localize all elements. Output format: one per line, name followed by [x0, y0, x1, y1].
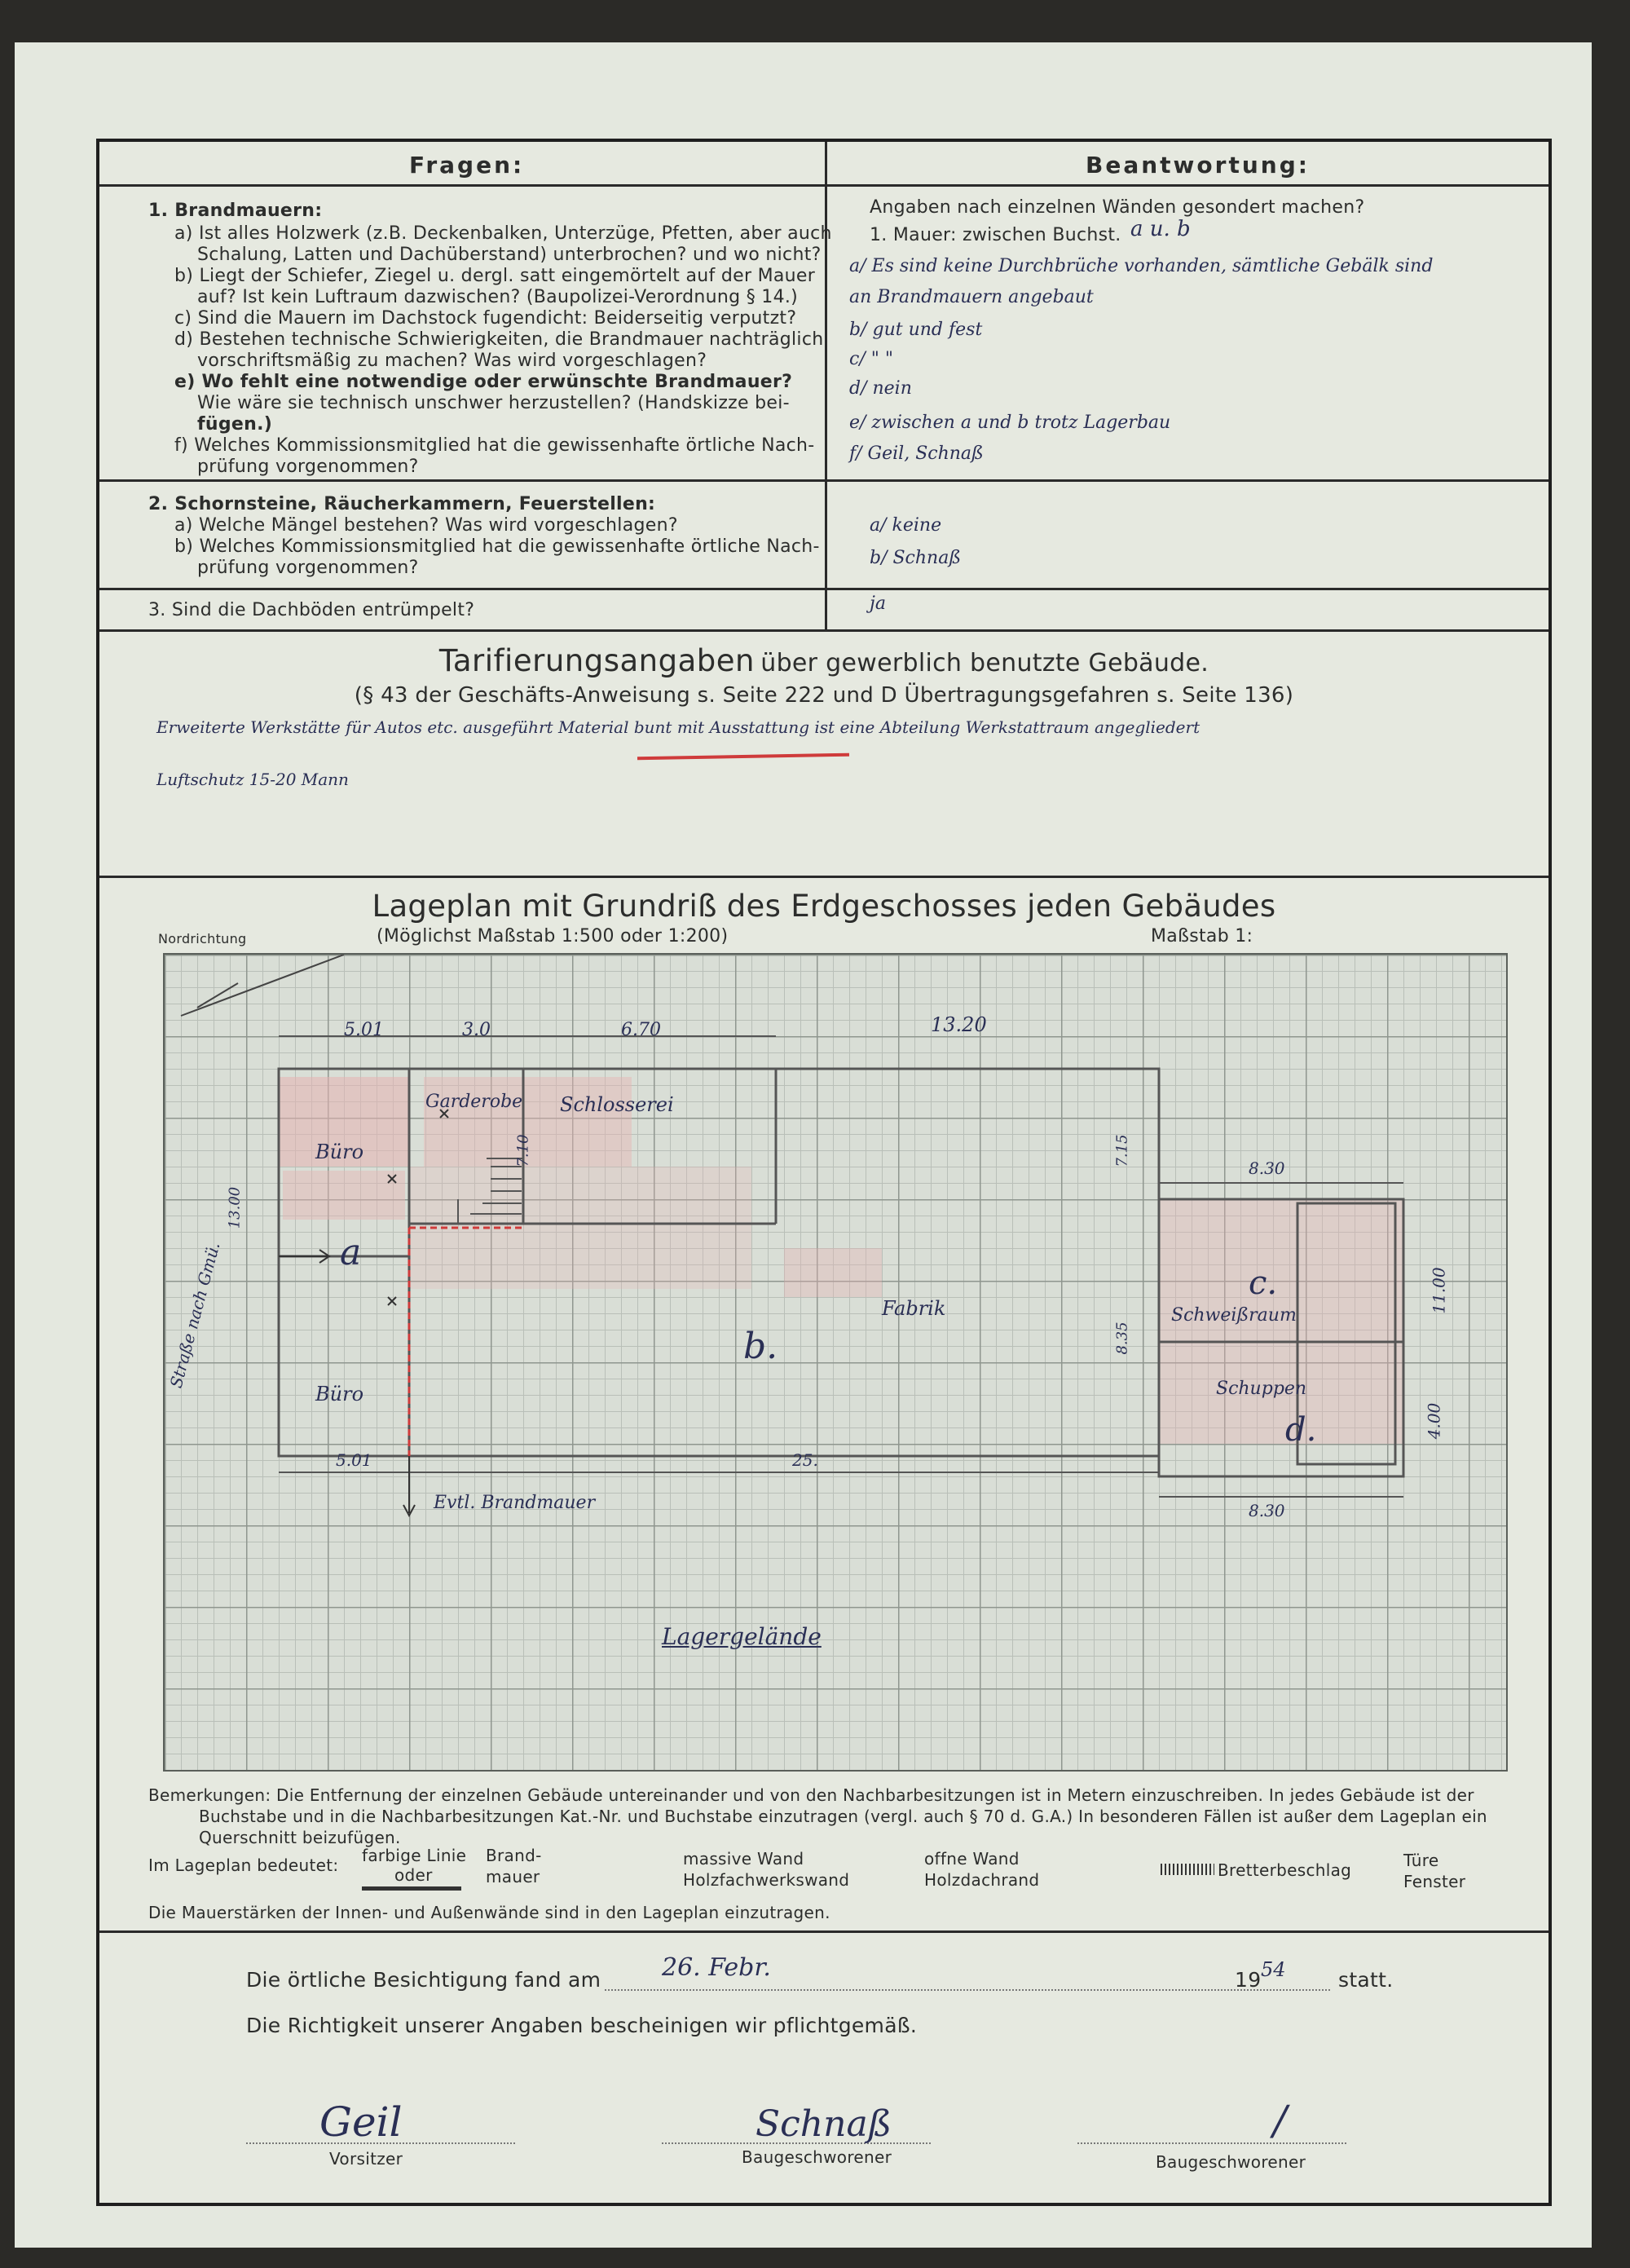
- q1-b2: auf? Ist kein Luftraum dazwischen? (Baupolizei-Verordnung § 14.): [197, 287, 799, 307]
- legend-holzfach: Holzfachwerkswand: [683, 1870, 850, 1890]
- remarks-line3: Querschnitt beizufügen.: [199, 1828, 401, 1847]
- q1-title: 1. Brandmauern:: [148, 201, 323, 221]
- legend-fenster: Fenster: [1403, 1872, 1466, 1891]
- legend-farbige: farbige Linie: [362, 1846, 467, 1865]
- plan-title: Lageplan mit Grundriß des Erdgeschosses jeden Gebäudes: [372, 889, 1276, 924]
- divider: [99, 588, 1548, 590]
- bretter-hatch: [1161, 1864, 1214, 1875]
- q1-f: f) Welches Kommissionsmitglied hat die gewissenhafte örtliche Nach-: [174, 435, 815, 456]
- north-arrow: [181, 955, 344, 1016]
- north-arrow: [197, 983, 238, 1008]
- richtigkeit-text: Die Richtigkeit unserer Angaben bescheinigen wir pflichtgemäß.: [246, 2014, 918, 2037]
- label-lagergelaende: Lagergelände: [662, 1623, 822, 1650]
- dim-5: 8.30: [1249, 1158, 1285, 1178]
- q2-a: a) Welche Mängel bestehen? Was wird vorgeschlagen?: [174, 515, 678, 536]
- legend-holzdach: Holzdachrand: [924, 1870, 1040, 1890]
- date-hand: 26. Febr.: [662, 1953, 771, 1982]
- q2-b: b) Welches Kommissionsmitglied hat die gewissenhafte örtliche Nach-: [174, 536, 820, 557]
- tarif-hand-line1: Erweiterte Werkstätte für Autos etc. ausgeführt Material bunt mit Ausstattung ist eine Abteilung Werkstattraum angegliedert: [156, 717, 1200, 737]
- q1-e2: Wie wäre sie technisch unschwer herzustellen? (Handskizze bei-: [197, 393, 790, 413]
- tarif-title-small: über gewerblich benutzte Gebäude.: [760, 649, 1209, 677]
- legend-bretter: Bretterbeschlag: [1218, 1860, 1352, 1880]
- q1-b: b) Liegt der Schiefer, Ziegel u. dergl. satt eingemörtelt auf der Mauer: [174, 266, 816, 286]
- a1-a-line2: an Brandmauern angebaut: [849, 287, 1094, 307]
- year-prefix: 19: [1235, 1968, 1262, 1992]
- legend-intro: Im Lageplan bedeutet:: [148, 1855, 339, 1875]
- legend-massiv: massive Wand: [683, 1849, 804, 1869]
- q1-c: c) Sind die Mauern im Dachstock fugendicht: Beiderseitig verputzt?: [174, 308, 797, 329]
- q1-e: e) Wo fehlt eine notwendige oder erwünschte Brandmauer?: [174, 372, 793, 392]
- signature-1: Geil: [319, 2098, 403, 2146]
- dim-6: 8.30: [1249, 1501, 1285, 1520]
- north-label: Nordrichtung: [158, 931, 247, 946]
- site-plan-grid: [163, 953, 1508, 1772]
- floor-plan-drawing: [165, 955, 1506, 1770]
- tarif-title-big: Tarifierungsangaben: [438, 643, 755, 678]
- dim-12: 8.35: [1113, 1322, 1131, 1355]
- questions-header: Fragen:: [409, 152, 525, 179]
- remarks-line1: Bemerkungen: Die Entfernung der einzelnen Gebäude untereinander und von den Nachbarbesitzungen ist in Metern einzuschreiben. In jedes Gebäude ist der: [148, 1785, 1474, 1805]
- red-area: [283, 1171, 405, 1220]
- column-divider: [825, 142, 827, 631]
- a1-a-line1: a/ Es sind keine Durchbrüche vorhanden, sämtliche Gebälk sind: [849, 256, 1434, 276]
- plan-subtitle: (Möglichst Maßstab 1:500 oder 1:200): [377, 926, 729, 946]
- form-sheet: [96, 139, 1552, 2206]
- red-area: [784, 1248, 882, 1297]
- dim-3: 6.70: [621, 1020, 661, 1040]
- legend-offen: offne Wand: [924, 1849, 1020, 1869]
- a1-e-line: e/ zwischen a und b trotz Lagerbau: [849, 413, 1171, 433]
- role-vorsitzer: Vorsitzer: [329, 2149, 403, 2169]
- a1-intro: Angaben nach einzelnen Wänden gesondert machen?: [870, 197, 1365, 218]
- q1-e3: fügen.): [197, 414, 273, 435]
- a1-c-line: c/ " ": [849, 349, 893, 369]
- divider: [99, 876, 1548, 878]
- dim-14: 7.10: [514, 1134, 532, 1167]
- red-area: [409, 1167, 751, 1289]
- dim-4: 13.20: [931, 1013, 987, 1036]
- divider: [99, 629, 1548, 632]
- label-schuppen: Schuppen: [1216, 1379, 1307, 1399]
- tarif-hand-line2: Luftschutz 15-20 Mann: [156, 770, 349, 789]
- divider: [99, 184, 1548, 187]
- legend-tuere: Türe: [1403, 1851, 1439, 1870]
- year-hand: 54: [1261, 1958, 1286, 1981]
- dim-7: 5.01: [336, 1450, 372, 1470]
- label-building-c: c.: [1249, 1264, 1278, 1302]
- a1-b-line: b/ gut und fest: [849, 320, 983, 340]
- a3-line: ja: [870, 593, 886, 614]
- door-marker: [388, 1297, 396, 1305]
- divider: [99, 1930, 1548, 1933]
- dim-9: 11.00: [1429, 1267, 1449, 1314]
- q1-d: d) Bestehen technische Schwierigkeiten, die Brandmauer nachträglich: [174, 329, 824, 350]
- label-building-d: d.: [1285, 1411, 1317, 1449]
- a1-f-line: f/ Geil, Schnaß: [849, 443, 984, 464]
- dim-13: 13.00: [226, 1186, 244, 1229]
- a2-b-line: b/ Schnaß: [870, 548, 962, 568]
- label-fabrik: Fabrik: [882, 1297, 946, 1320]
- dim-8: 25.: [792, 1450, 818, 1470]
- signature-line: [1077, 2142, 1346, 2144]
- q1-f2: prüfung vorgenommen?: [197, 457, 419, 477]
- label-schweissraum: Schweißraum: [1171, 1305, 1297, 1326]
- signature-3: /: [1273, 2097, 1287, 2144]
- label-building-b: b.: [743, 1326, 778, 1367]
- signature-2: Schnaß: [756, 2103, 892, 2145]
- answers-header: Beantwortung:: [1086, 152, 1310, 179]
- role-baugeschworener-2: Baugeschworener: [1156, 2152, 1306, 2172]
- role-baugeschworener-1: Baugeschworener: [742, 2147, 892, 2167]
- form-paper: [15, 42, 1592, 2248]
- tarif-title: [99, 643, 1548, 678]
- remarks-mauerstaerken: Die Mauerstärken der Innen- und Außenwände sind in den Lageplan einzutragen.: [148, 1903, 830, 1922]
- dim-2: 3.0: [462, 1020, 491, 1040]
- dim-1: 5.01: [344, 1020, 384, 1040]
- legend-thick-line: [362, 1886, 461, 1891]
- q1-a: a) Ist alles Holzwerk (z.B. Deckenbalken, Unterzüge, Pfetten, aber auch: [174, 223, 832, 244]
- remarks-line2: Buchstabe und in die Nachbarbesitzungen Kat.-Nr. und Buchstabe einzutragen (vergl. auch § 70 d. G.A.) In besonderen Fällen ist außer dem Lageplan ein: [199, 1807, 1487, 1826]
- a1-mauer: 1. Mauer: zwischen Buchst.: [870, 225, 1121, 245]
- legend-brand2: mauer: [486, 1867, 540, 1886]
- legend-brand1: Brand-: [486, 1846, 542, 1865]
- divider: [99, 479, 1548, 482]
- label-garderobe: Garderobe: [425, 1092, 523, 1112]
- dim-10: 4.00: [1424, 1402, 1444, 1440]
- label-strasse: Straße nach Gmü.: [165, 1239, 224, 1391]
- label-buero-2: Büro: [315, 1383, 364, 1405]
- label-brandmauer: Evtl. Brandmauer: [434, 1493, 596, 1513]
- tarif-subtitle: (§ 43 der Geschäfts-Anweisung s. Seite 222 und D Übertragungsgefahren s. Seite 136): [354, 683, 1294, 708]
- red-underline: [637, 753, 849, 761]
- a1-mauer-hand: a u. b: [1130, 217, 1191, 241]
- legend-oder: oder: [394, 1865, 433, 1885]
- statt-text: statt.: [1338, 1968, 1394, 1992]
- a1-d-line: d/ nein: [849, 378, 912, 399]
- q2-b2: prüfung vorgenommen?: [197, 558, 419, 578]
- label-buero-1: Büro: [315, 1141, 364, 1163]
- plan-scale: Maßstab 1:: [1151, 926, 1253, 946]
- a2-a-line: a/ keine: [870, 515, 942, 536]
- q1-d2: vorschriftsmäßig zu machen? Was wird vorgeschlagen?: [197, 351, 707, 371]
- label-building-a: a: [340, 1232, 362, 1273]
- q1-a2: Schalung, Latten und Dachüberstand) unterbrochen? und wo nicht?: [197, 245, 822, 265]
- q2-title: 2. Schornsteine, Räucherkammern, Feuerstellen:: [148, 494, 656, 514]
- label-schlosserei: Schlosserei: [560, 1093, 674, 1116]
- dim-11: 7.15: [1113, 1134, 1131, 1167]
- q3-title: 3. Sind die Dachböden entrümpelt?: [148, 600, 475, 620]
- besichtigung-text: Die örtliche Besichtigung fand am: [246, 1968, 601, 1992]
- date-dotted-line: [605, 1989, 1330, 1991]
